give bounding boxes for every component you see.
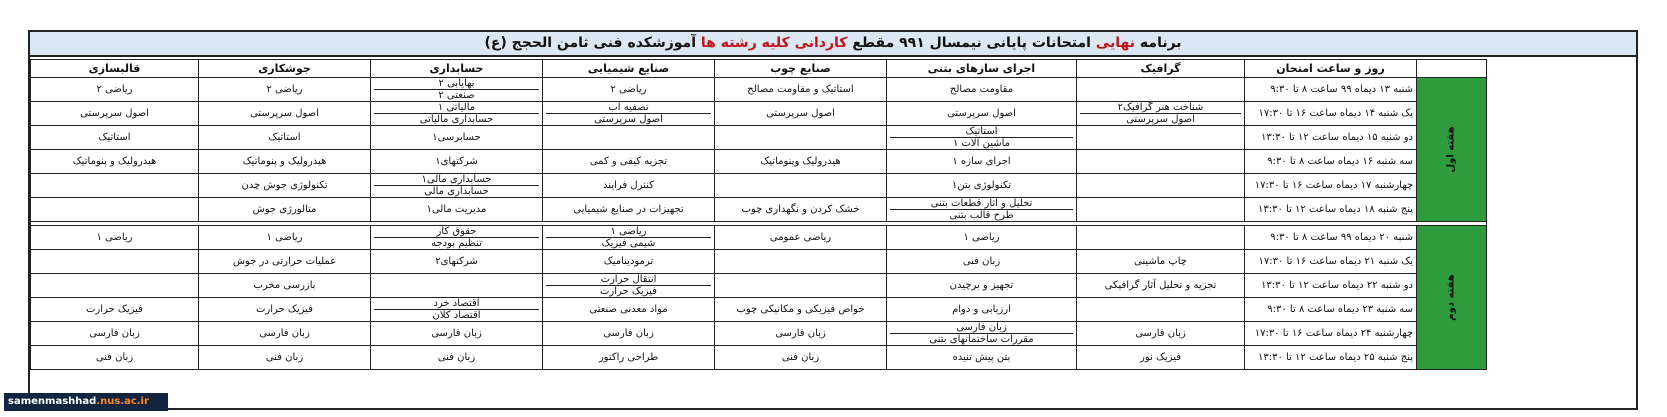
week-label: هفته دوم (1417, 226, 1487, 370)
exam-subject-cell: زبان فارسی (1077, 322, 1245, 346)
exam-subject-cell (715, 174, 887, 198)
exam-subject-cell: شرکتهای۱ (371, 150, 543, 174)
exam-subject-line: مالیاتی ۱ (437, 102, 476, 113)
exam-subject-cell: زبان فنی (31, 346, 199, 370)
exam-subject-cell: ریاضی عمومی (715, 226, 887, 250)
exam-subject-cell: مقاومت مصالح (887, 78, 1077, 102)
exam-subject-line: استاتیک (965, 126, 998, 137)
exam-subject-cell: استاتیک و مقاومت مصالح (715, 78, 887, 102)
schedule-title: برنامه نهایی امتحانات پایانی نیمسال ۹۹۱ مقطع کاردانی کلیه رشته ها آموزشکده فنی ثامن الحجج (ع) (30, 32, 1636, 57)
exam-subject-cell (371, 174, 543, 198)
exam-subject-cell: اصول سرپرستی (887, 102, 1077, 126)
exam-subject-line: اصول سرپرستی (1080, 113, 1241, 125)
exam-date-cell: چهارشنبه ۱۷ دیماه ساعت ۱۶ تا ۱۷:۳۰ (1245, 174, 1417, 198)
exam-subject-cell: زبان فارسی (543, 322, 715, 346)
exam-subject-cell (543, 226, 715, 250)
schedule-row (31, 298, 1487, 322)
exam-subject-cell: تجزیه کیفی و کمی (543, 150, 715, 174)
exam-subject-cell: فیزیک نور (1077, 346, 1245, 370)
exam-subject-cell: هیدرولیک و پنوماتیک (31, 150, 199, 174)
exam-subject-line: طرح قالب بتنی (890, 209, 1073, 221)
header-major: جوشکاری (199, 60, 371, 78)
exam-subject-cell (715, 126, 887, 150)
exam-subject-cell: عملیات حرارتی در جوش (199, 250, 371, 274)
exam-subject-line: تصفیه آب (608, 102, 649, 113)
header-major: قالبسازی (31, 60, 199, 78)
exam-date-cell: شنبه ۱۳ دیماه ۹۹ ساعت ۸ تا ۹:۳۰ (1245, 78, 1417, 102)
exam-subject-line: اقتصاد کلان (374, 309, 539, 321)
exam-subject-cell: استاتیک (199, 126, 371, 150)
header-major: صنایع شیمیایی (543, 60, 715, 78)
exam-subject-cell: زبان فنی (715, 346, 887, 370)
exam-subject-cell: مواد معدنی صنعتی (543, 298, 715, 322)
exam-subject-cell: ارزیابی و دوام (887, 298, 1077, 322)
exam-subject-cell: طراحی راکتور (543, 346, 715, 370)
exam-subject-cell: زبان فنی (887, 250, 1077, 274)
exam-subject-cell: تکنولوژی بتن۱ (887, 174, 1077, 198)
exam-subject-line: ماشین آلات ۱ (890, 137, 1073, 149)
exam-subject-cell: حسابرسی۱ (371, 126, 543, 150)
exam-subject-cell: استاتیک (31, 126, 199, 150)
exam-subject-cell: ترمودینامیک (543, 250, 715, 274)
exam-subject-cell: زبان فنی (371, 346, 543, 370)
exam-subject-line: فیزیک حرارت (546, 285, 711, 297)
exam-subject-cell (1077, 298, 1245, 322)
exam-subject-line: صنعتی ۲ (374, 89, 539, 101)
exam-subject-cell: هیدرولیک وپنوماتیک (715, 150, 887, 174)
exam-subject-cell: مدیریت مالی۱ (371, 198, 543, 222)
exam-subject-cell: ریاضی ۱ (31, 226, 199, 250)
exam-date-cell: دو شنبه ۱۵ دیماه ساعت ۱۲ تا ۱۳:۳۰ (1245, 126, 1417, 150)
exam-subject-cell: اصول سرپرستی (199, 102, 371, 126)
schedule-row (31, 274, 1487, 298)
exam-subject-cell: اصول سرپرستی (31, 102, 199, 126)
exam-schedule-table (30, 59, 1487, 370)
exam-subject-cell (1077, 198, 1245, 222)
exam-subject-cell: هیدرولیک و پنوماتیک (199, 150, 371, 174)
exam-subject-line: ریاضی ۱ (610, 226, 647, 237)
exam-subject-line: حقوق کار (436, 226, 477, 237)
exam-subject-cell (715, 250, 887, 274)
exam-subject-cell (1077, 150, 1245, 174)
exam-subject-cell (1077, 126, 1245, 150)
exam-subject-cell (371, 298, 543, 322)
exam-subject-cell (887, 322, 1077, 346)
exam-subject-cell (31, 250, 199, 274)
exam-subject-line: مقررات ساختمانهای بتنی (890, 333, 1073, 345)
exam-subject-cell (887, 126, 1077, 150)
exam-subject-cell: بتن پیش تنیده (887, 346, 1077, 370)
exam-subject-cell (1077, 226, 1245, 250)
exam-subject-cell (371, 226, 543, 250)
exam-subject-cell (543, 274, 715, 298)
exam-subject-cell (887, 198, 1077, 222)
schedule-row (31, 102, 1487, 126)
exam-subject-cell: زبان فارسی (371, 322, 543, 346)
exam-subject-line: شناخت هنر گرافیک۲ (1117, 102, 1204, 113)
schedule-row (31, 174, 1487, 198)
exam-date-cell: شنبه ۲۰ دیماه ۹۹ ساعت ۸ تا ۹:۳۰ (1245, 226, 1417, 250)
schedule-row (31, 346, 1487, 370)
exam-subject-cell: ریاضی ۲ (199, 78, 371, 102)
exam-subject-cell: تجهیز و برچیدن (887, 274, 1077, 298)
header-major: اجرای سازهای بتنی (887, 60, 1077, 78)
exam-subject-cell: زبان فارسی (715, 322, 887, 346)
exam-subject-cell (371, 102, 543, 126)
schedule-row (31, 150, 1487, 174)
exam-subject-cell: زبان فارسی (31, 322, 199, 346)
exam-date-cell: یک شنبه ۱۴ دیماه ساعت ۱۶ تا ۱۷:۳۰ (1245, 102, 1417, 126)
exam-subject-line: حسابداری مالی۱ (421, 174, 492, 185)
schedule-row (31, 198, 1487, 222)
exam-subject-cell: زبان فارسی (199, 322, 371, 346)
exam-subject-line: حسابداری مالی (374, 185, 539, 197)
exam-subject-cell: اجرای سازه ۱ (887, 150, 1077, 174)
exam-subject-cell: متالورژی جوش (199, 198, 371, 222)
exam-subject-cell: ریاضی ۲ (31, 78, 199, 102)
exam-subject-cell: ریاضی ۱ (199, 226, 371, 250)
schedule-row (31, 250, 1487, 274)
exam-subject-cell (31, 174, 199, 198)
exam-date-cell: سه شنبه ۲۳ دیماه ساعت ۸ تا ۹:۳۰ (1245, 298, 1417, 322)
schedule-row (31, 322, 1487, 346)
header-major: صنایع چوب (715, 60, 887, 78)
exam-subject-cell (543, 102, 715, 126)
exam-subject-line: اقتصاد خرد (433, 298, 480, 309)
exam-subject-line: زبان فارسی (956, 322, 1007, 333)
exam-subject-cell: کنترل فرایند (543, 174, 715, 198)
exam-date-cell: چهارشنبه ۲۴ دیماه ساعت ۱۶ تا ۱۷:۳۰ (1245, 322, 1417, 346)
exam-subject-cell: چاپ ماشینی (1077, 250, 1245, 274)
exam-subject-cell: بازرسی مخرب (199, 274, 371, 298)
exam-subject-cell: فیزیک حرارت (31, 298, 199, 322)
exam-subject-cell: تکنولوژی جوش چدن (199, 174, 371, 198)
exam-subject-cell (371, 78, 543, 102)
header-major: گرافیک (1077, 60, 1245, 78)
exam-subject-cell (715, 274, 887, 298)
header-row (31, 60, 1487, 78)
exam-subject-cell: زبان فنی (199, 346, 371, 370)
exam-subject-line: انتقال حرارت (600, 274, 657, 285)
website-watermark[interactable]: samenmashhad.nus.ac.ir (4, 393, 168, 411)
header-week-spacer (1417, 60, 1487, 78)
header-date-time: روز و ساعت امتحان (1245, 60, 1417, 78)
exam-date-cell: پنج شنبه ۲۵ دیماه ساعت ۱۲ تا ۱۳:۳۰ (1245, 346, 1417, 370)
exam-subject-cell: تجزیه و تحلیل آثار گرافیکی (1077, 274, 1245, 298)
exam-subject-cell: ریاضی ۱ (887, 226, 1077, 250)
exam-subject-line: بهایابی ۲ (438, 78, 475, 89)
exam-date-cell: سه شنبه ۱۶ دیماه ساعت ۸ تا ۹:۳۰ (1245, 150, 1417, 174)
exam-subject-cell (31, 274, 199, 298)
schedule-row (31, 78, 1487, 102)
header-major: حسابداری (371, 60, 543, 78)
exam-subject-cell (543, 126, 715, 150)
exam-subject-cell (371, 274, 543, 298)
exam-schedule-sheet (28, 30, 1638, 410)
exam-subject-cell: اصول سرپرستی (715, 102, 887, 126)
exam-subject-line: حسابداری مالیاتی (374, 113, 539, 125)
exam-subject-cell: فیزیک حرارت (199, 298, 371, 322)
exam-subject-cell: خشک کردن و نگهداری چوب (715, 198, 887, 222)
exam-subject-cell: ریاضی ۲ (543, 78, 715, 102)
exam-date-cell: دو شنبه ۲۲ دیماه ساعت ۱۲ تا ۱۳:۳۰ (1245, 274, 1417, 298)
exam-subject-cell (1077, 174, 1245, 198)
exam-subject-line: شیمی فیزیک (546, 237, 711, 249)
exam-subject-cell: تجهیزات در صنایع شیمیایی (543, 198, 715, 222)
exam-date-cell: یک شنبه ۲۱ دیماه ساعت ۱۶ تا ۱۷:۳۰ (1245, 250, 1417, 274)
exam-subject-line: اصول سرپرستی (546, 113, 711, 125)
schedule-row (31, 126, 1487, 150)
exam-subject-cell (1077, 102, 1245, 126)
schedule-row (31, 226, 1487, 250)
exam-date-cell: پنج شنبه ۱۸ دیماه ساعت ۱۲ تا ۱۳:۳۰ (1245, 198, 1417, 222)
exam-subject-cell: شرکتهای۲ (371, 250, 543, 274)
exam-subject-line: تحلیل و آثار قطعات بتنی (930, 198, 1033, 209)
week-label: هفته اول (1417, 78, 1487, 222)
exam-subject-cell (1077, 78, 1245, 102)
exam-subject-line: تنظیم بودجه (374, 237, 539, 249)
exam-subject-cell: خواص فیزیکی و مکانیکی چوب (715, 298, 887, 322)
exam-subject-cell (31, 198, 199, 222)
